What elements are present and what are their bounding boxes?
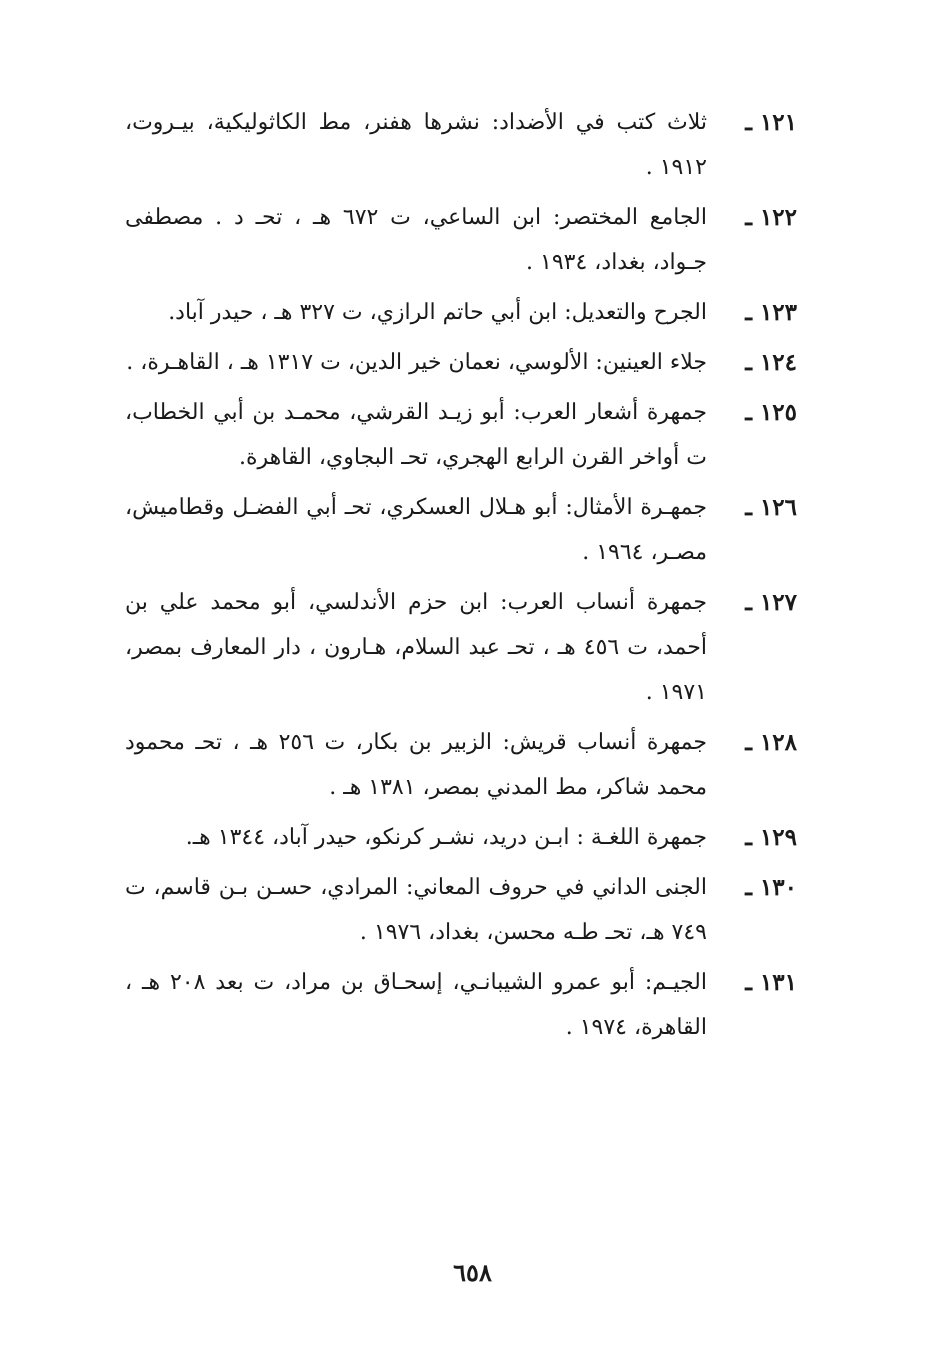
entry-text: جمهرة اللغـة : ابـن دريد، نشـر كرنكو، حيدر آباد، ١٣٤٤ هـ. (185, 825, 707, 850)
bibliography-entry (125, 195, 797, 285)
entry-text: الجامع المختصر: ابن الساعي، ت ٦٧٢ هـ ، تحـ د . مصطفى جـواد، بغداد، ١٩٣٤ . (125, 205, 707, 275)
entry-number: ١٢٥ ـ (745, 399, 797, 426)
entry-number: ١٣٠ ـ (745, 874, 797, 901)
entry-number: ١٣١ ـ (745, 969, 797, 996)
bibliography-entry (125, 960, 797, 1050)
bibliography-entry (125, 720, 797, 810)
bibliography-entry (125, 580, 797, 715)
entry-text: جمهرة أنساب قريش: الزبير بن بكار، ت ٢٥٦ هـ ، تحـ محمود محمد شاكر، مط المدني بمصر، ١٣٨١ هـ . (125, 730, 707, 800)
bibliography-entry (125, 815, 797, 860)
entry-text: ثلاث كتب في الأضداد: نشرها هفنر، مط الكاثوليكية، بيـروت، ١٩١٢ . (125, 110, 707, 180)
entry-text: جمهرة أشعار العرب: أبو زيـد القرشي، محمـد بن أبي الخطاب، ت أواخر القرن الرابع الهجري، تحـ البجاوي، القاهرة. (125, 400, 707, 470)
bibliography-entry (125, 100, 797, 190)
bibliography-entry (125, 290, 797, 335)
bibliography-list (125, 100, 797, 1055)
page-number: ٦٥٨ (453, 1258, 492, 1287)
bibliography-entry (125, 390, 797, 480)
entry-number: ١٢٦ ـ (745, 494, 797, 521)
bibliography-entry (125, 865, 797, 955)
entry-text: الجرح والتعديل: ابن أبي حاتم الرازي، ت ٣٢٧ هـ ، حيدر آباد. (168, 300, 707, 325)
entry-text: الجيـم: أبو عمرو الشيبانـي، إسحـاق بن مراد، ت بعد ٢٠٨ هـ ، القاهرة، ١٩٧٤ . (125, 970, 707, 1040)
entry-number: ١٢٨ ـ (745, 729, 797, 756)
entry-text: جمهـرة الأمثال: أبو هـلال العسكري، تحـ أبي الفضـل وقطاميش، مصـر، ١٩٦٤ . (125, 495, 707, 565)
entry-number: ١٢٧ ـ (745, 589, 797, 616)
entry-text: جمهرة أنساب العرب: ابن حزم الأندلسي، أبو محمد علي بن أحمد، ت ٤٥٦ هـ ، تحـ عبد السلام، هـارون ، دار المعارف بمصر، ١٩٧١ . (125, 590, 707, 705)
entry-text: جلاء العينين: الألوسي، نعمان خير الدين، ت ١٣١٧ هـ ، القاهـرة، . (126, 350, 707, 375)
entry-number: ١٢٩ ـ (745, 824, 797, 851)
entry-number: ١٢١ ـ (745, 109, 797, 136)
entry-number: ١٢٢ ـ (745, 204, 797, 231)
entry-number: ١٢٣ ـ (745, 299, 797, 326)
entry-number: ١٢٤ ـ (745, 349, 797, 376)
entry-text: الجنى الداني في حروف المعاني: المرادي، حسـن بـن قاسم، ت ٧٤٩ هـ، تحـ طـه محسن، بغداد، ١٩٧٦ . (125, 875, 707, 945)
bibliography-entry (125, 340, 797, 385)
bibliography-entry (125, 485, 797, 575)
